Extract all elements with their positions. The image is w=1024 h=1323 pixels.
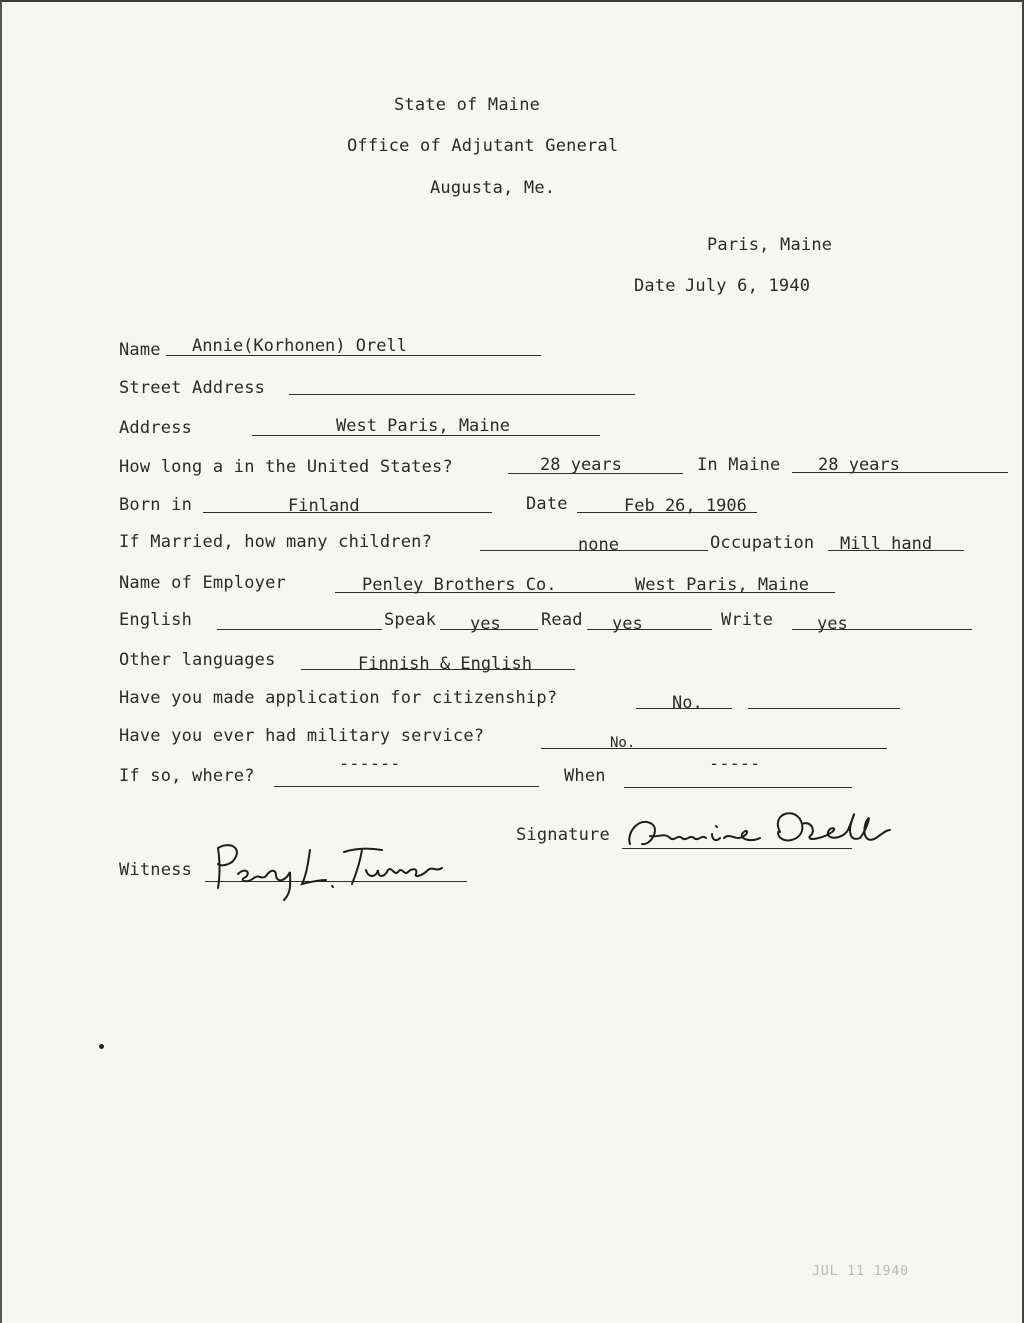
born-value: Finland (288, 496, 360, 516)
how-long-value: 28 years (540, 455, 622, 475)
english-label: English (119, 610, 193, 630)
military-line (541, 748, 887, 749)
employer-value: Penley Brothers Co. (362, 575, 557, 595)
english-line (217, 629, 382, 630)
occupation-value: Mill hand (840, 534, 933, 554)
write-label: Write (721, 610, 774, 630)
speak-value: yes (470, 614, 501, 634)
in-maine-label: In Maine (697, 455, 781, 475)
street-line (289, 394, 635, 395)
military-label: Have you ever had military service? (119, 726, 485, 746)
born-label: Born in (119, 495, 193, 515)
speak-label: Speak (384, 610, 437, 630)
witness-label: Witness (119, 860, 193, 880)
signature-label: Signature (516, 825, 610, 845)
birth-date-label: Date (526, 494, 568, 514)
header-state: State of Maine (394, 95, 541, 115)
citizenship-label: Have you made application for citizenship? (119, 688, 558, 708)
employer-label: Name of Employer (119, 573, 286, 593)
place: Paris, Maine (707, 235, 833, 255)
name-value: Annie(Korhonen) Orell (192, 336, 407, 356)
occupation-label: Occupation (710, 533, 815, 553)
street-label: Street Address (119, 378, 266, 398)
birth-date-value: Feb 26, 1906 (624, 496, 747, 516)
other-lang-value: Finnish & English (358, 654, 532, 674)
where-line (274, 786, 539, 787)
read-label: Read (541, 610, 583, 630)
address-label: Address (119, 418, 193, 438)
when-line (624, 787, 852, 788)
in-maine-value: 28 years (818, 455, 900, 475)
name-label: Name (119, 340, 161, 360)
where-label: If so, where? (119, 766, 255, 786)
when-value: ----- (709, 754, 761, 774)
header-city: Augusta, Me. (430, 178, 556, 198)
address-value: West Paris, Maine (336, 416, 510, 436)
citizenship-line-2 (748, 708, 900, 709)
header-office: Office of Adjutant General (347, 136, 619, 156)
date-value: July 6, 1940 (685, 276, 811, 296)
citizenship-value: No. (672, 693, 703, 713)
date-label: Date (634, 276, 676, 296)
ink-dot (99, 1044, 104, 1049)
other-lang-label: Other languages (119, 650, 276, 670)
received-stamp: JUL 11 1940 (812, 1264, 910, 1279)
employer-place: West Paris, Maine (635, 575, 809, 595)
witness-handwriting (206, 836, 446, 906)
signature-handwriting (620, 802, 910, 862)
when-label: When (564, 766, 606, 786)
write-value: yes (817, 614, 848, 634)
read-line (587, 629, 712, 630)
where-value: ------ (339, 754, 401, 774)
read-value: yes (612, 614, 643, 634)
military-value: No. (610, 735, 636, 751)
how-long-label: How long a in the United States? (119, 457, 453, 477)
children-label: If Married, how many children? (119, 532, 433, 552)
children-value: none (578, 535, 619, 555)
